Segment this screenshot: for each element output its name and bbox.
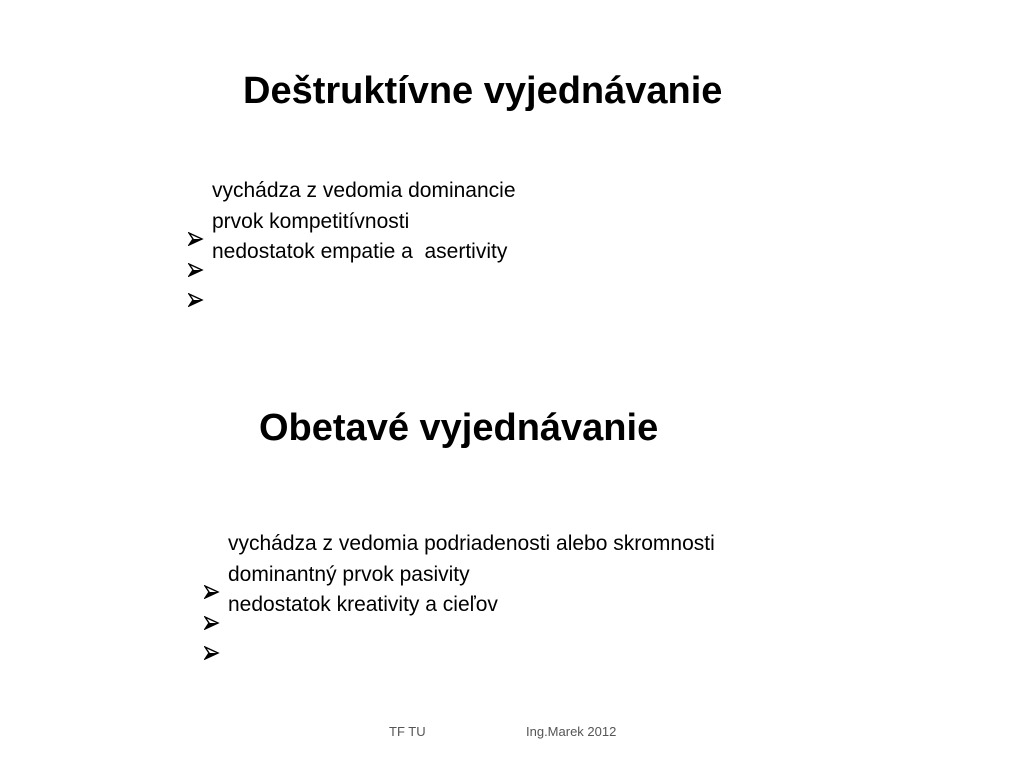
bullet-text: vychádza z vedomia podriadenosti alebo skromnosti	[228, 532, 715, 556]
list-item	[204, 529, 715, 560]
bullet-list-sacrificial	[204, 529, 715, 621]
bullet-text: nedostatok empatie a asertivity	[212, 240, 508, 264]
arrowhead-bullet-icon	[204, 598, 220, 612]
footer-author: Ing.Marek 2012	[526, 724, 617, 739]
section-heading-sacrificial: Obetavé vyjednávanie	[259, 407, 659, 449]
list-item	[188, 237, 516, 268]
bullet-text: dominantný prvok pasivity	[228, 562, 470, 586]
arrowhead-bullet-icon	[204, 537, 220, 551]
list-item	[204, 590, 715, 621]
footer-institution: TF TU	[389, 724, 426, 739]
section-heading-destructive: Deštruktívne vyjednávanie	[243, 70, 723, 112]
bullet-text: nedostatok kreativity a cieľov	[228, 593, 498, 617]
list-item	[188, 176, 516, 207]
bullet-text: prvok kompetitívnosti	[212, 209, 410, 233]
list-item	[204, 560, 715, 591]
arrowhead-bullet-icon	[188, 245, 204, 259]
bullet-list-destructive	[188, 176, 516, 268]
list-item	[188, 207, 516, 238]
arrowhead-bullet-icon	[188, 215, 204, 229]
arrowhead-bullet-icon	[188, 184, 204, 198]
arrowhead-bullet-icon	[204, 568, 220, 582]
bullet-text: vychádza z vedomia dominancie	[212, 179, 516, 203]
